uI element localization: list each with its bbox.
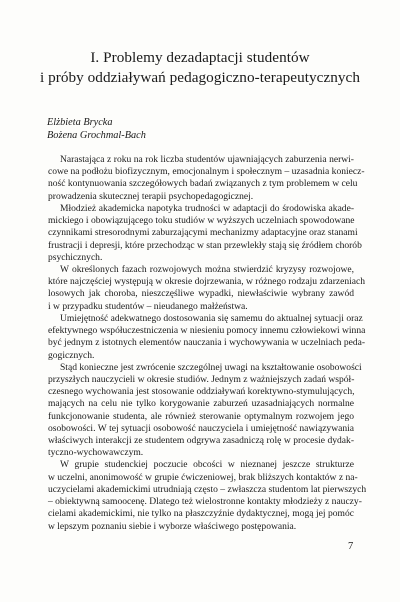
text-line: funkcjonowanie studenta, ale również sterowanie optymalnym rozwojem jego [48,410,354,422]
paragraph [48,459,367,532]
author-name: Bożena Grochmal-Bach [47,130,146,141]
text-line: losowych jak choroba, nieszczęśliwe wypadki, niewłaściwie wybrany zawód [48,288,354,300]
text-line: mających na celu nie tylko korygowanie zaburzeń uzasadniających normalne [48,398,354,410]
text-line: – obiektywną samoocenę. Dlatego też wielostronne kontakty młodzieży z nauczy- [48,496,362,508]
chapter-title-line: I. Problemy dezadaptacji studentów [90,49,310,66]
chapter-title [40,48,360,88]
page-number: 7 [348,541,354,552]
text-line: cielami akademickimi, nie tylko na płaszczyźnie dydaktycznej, mogą jej pomóc [48,508,354,520]
text-line: W określonych fazach rozwojowych można stwierdzić kryzysy rozwojowe, [60,263,354,275]
text-line: czesnego wychowania jest stosowanie oddziaływań korektywno-stymulujących, [48,386,355,398]
text-line: W grupie studenckiej poczucie obcości w nieznanej jeszcze strukturze [60,459,354,471]
paragraph [48,154,365,203]
text-line: uczycielami akademickimi utrudniają często – zwłaszcza studentom lat pierwszych [48,483,367,495]
text-line: które najczęściej występują w okresie dojrzewania, w różnego rodzaju zdarzeniach [48,276,366,288]
text-line: frustracji i depresji, które przechodząc w stan przewlekły stają się źródłem chorób [48,239,362,251]
text-line: Młodzież akademicka napotyka trudności w adaptacji do środowiska akade- [60,202,354,214]
text-line: czynnikami stresorodnymi zaburzającymi mechanizmy adaptacyjne oraz stanami [48,227,358,239]
author-name: Elżbieta Brycka [47,117,113,128]
text-line: i w przypadku studentów – nieudanego małżeństwa. [48,300,248,312]
text-line: osobowości. W tej sytuacji osobowość nauczyciela i umiejętność nawiązywania [48,422,354,434]
paragraph [48,202,362,264]
text-line: tyczno-wychowawczym. [48,447,144,459]
text-line: być jednym z istotnych elementów nauczania i wychowywania w uczelniach peda- [48,337,366,349]
body-text [48,154,367,533]
text-line: mickiego i obowiązującego toku studiów w wyższych uczelniach spowodowane [48,215,355,227]
text-line: Stąd konieczne jest zwrócenie szczególnej uwagi na kształtowanie osobowości [60,361,362,373]
text-line: Narastająca z roku na rok liczba studentów ujawniających zaburzenia nerwi- [60,154,354,165]
text-line: ność kontynuowania szczegółowych badań związanych z tym problemem w celu [48,178,358,190]
text-line: efektywnego współuczestniczenia w niesieniu pomocy innemu człowiekowi winna [48,325,366,337]
text-line: gogicznych. [48,349,95,361]
paragraph [48,263,366,313]
text-line: Umiejętność adekwatnego dostosowania się samemu do aktualnej sytuacji oraz [60,312,363,324]
text-line: przyszłych nauczycieli w okresie studiów. Jednym z ważniejszych zadań współ- [48,373,355,385]
paragraph [48,361,362,460]
author-list [47,116,146,142]
text-line: w uczelni, anonimowość w grupie ćwiczeniowej, brak bliższych kontaktów z na- [48,471,358,483]
text-line: właściwych interakcji ze studentem odgrywa zasadniczą rolę w procesie dydak- [48,435,354,447]
text-line: w lepszym poznaniu siebie i wyborze właściwego postępowania. [48,520,297,532]
text-line: prowadzenia skutecznej terapii psychopedagogicznej. [48,190,254,202]
chapter-title-line: i próby oddziaływań pedagogiczno-terapeutycznych [40,69,360,86]
paragraph [48,312,366,362]
text-line: psychicznych. [48,251,103,263]
text-line: cowe na podłożu biofizycznym, emocjonalnym i społecznym – uzasadnia koniecz- [48,166,365,178]
